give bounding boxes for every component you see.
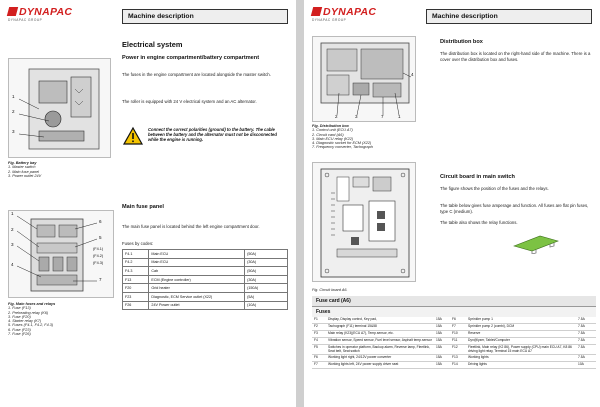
fuse-function: Fleetlink, Main relay (K2 86), Power supply (CPU) main ECU A7, K8 86 driving light relay, Terminal 15 main ECU A7 bbox=[466, 344, 576, 355]
main-fuses-caption: Fig. Main fuses and relays 1. Fuse (F13) 2. Preheating relay (K6) 3. Fuse (F20) 4. Starter relay (K7) 5. Fuses (F4.1, F4.2, F4.3) 6. Fuse (F23) 7. Fuse (F26) bbox=[8, 302, 56, 337]
circuit-board-illustration bbox=[313, 163, 417, 283]
table-row bbox=[312, 344, 596, 355]
table-row bbox=[123, 301, 288, 310]
fuse-tag: (F4.2) bbox=[93, 254, 104, 258]
fuse-code: F4.2 bbox=[123, 258, 149, 267]
fuse-function: Vibration sensor, Speed sensor, Fuel level sensor, Asphalt temp.sensor bbox=[326, 337, 434, 344]
fuse-code: F11 bbox=[450, 337, 466, 344]
fuse-amperage: 15A bbox=[434, 330, 450, 337]
fuse-code: F1 bbox=[312, 317, 326, 323]
paragraph: The figure shows the position of the fuses and the relays. bbox=[440, 186, 549, 191]
fuse-function: Sprinkler pump 1 bbox=[466, 317, 576, 323]
fuse-tag: (F4.1) bbox=[93, 247, 104, 251]
warning-icon bbox=[122, 126, 144, 146]
fuse-amperage: (30A) bbox=[245, 275, 288, 284]
fuse-function: Driving lights bbox=[466, 362, 576, 369]
fuse-amperage: 15A bbox=[434, 355, 450, 362]
fuse-code: F7 bbox=[312, 362, 326, 369]
subsection-title: Circuit board in main switch bbox=[440, 174, 515, 180]
main-fuses-figure bbox=[8, 210, 114, 298]
fuse-code: F14 bbox=[450, 362, 466, 369]
callout-number: 5 bbox=[99, 235, 102, 240]
battery-bay-illustration bbox=[9, 59, 112, 159]
fuse-code: F20 bbox=[123, 284, 149, 293]
fuse-code: F5 bbox=[312, 344, 326, 355]
fuse-code: F4 bbox=[312, 337, 326, 344]
fuse-amperage: (150A) bbox=[245, 284, 288, 293]
header-title: Machine description bbox=[128, 13, 194, 20]
fuse-function: Main relay (K23)(ECU A7), Temp.sensor, etc. bbox=[326, 330, 434, 337]
fuse-function: Switches in operator platform, Backup alarm, Reverse lamp, Fleetlink, Seat belt, Seat switch bbox=[326, 344, 434, 355]
table-row bbox=[123, 284, 288, 293]
table-row bbox=[123, 292, 288, 301]
fuse-code: F6 bbox=[312, 355, 326, 362]
fuse-card bbox=[312, 296, 596, 369]
left-page bbox=[0, 0, 296, 407]
callout-number: 1 bbox=[11, 211, 14, 216]
fuse-card-table bbox=[312, 317, 596, 369]
callout-number: 3 bbox=[12, 129, 15, 134]
warning-text: Connect the correct polarities (ground) to the battery. The cable between the battery and the alternator must not be disconnected while the engine is running. bbox=[148, 127, 277, 143]
header-title-box bbox=[122, 9, 288, 24]
callout-number: 2 bbox=[335, 114, 338, 119]
table-row bbox=[123, 275, 288, 284]
fuse-code: F6 bbox=[450, 317, 466, 323]
fuse-description: Main ECU bbox=[149, 258, 245, 267]
fuse-amperage: 7.5A bbox=[576, 337, 596, 344]
table-row bbox=[312, 330, 596, 337]
fuse-function: Tachograph (F11) terminal 15&58 bbox=[326, 323, 434, 330]
fuse-function: Reserve bbox=[466, 330, 576, 337]
fuse-amperage: 15A bbox=[434, 337, 450, 344]
fuse-code: F2 bbox=[312, 323, 326, 330]
fuse-function: Dyn@lyzer, Tablet/Computer bbox=[466, 337, 576, 344]
paragraph: The main fuse panel is located behind the left engine compartment door. bbox=[122, 224, 260, 229]
fuse-amperage: 7.5A bbox=[576, 323, 596, 330]
callout-number: 3 bbox=[11, 242, 14, 247]
fuse-description: Main ECU bbox=[149, 250, 245, 259]
paragraph: The fuses in the engine compartment are located alongside the master switch. bbox=[122, 72, 271, 77]
fuse-function: Sprinkler pump 2 (combi), DCM bbox=[466, 323, 576, 330]
fuse-amperage: 7.5A bbox=[576, 344, 596, 355]
brand-group: DYNAPAC GROUP bbox=[312, 18, 347, 22]
fuse-amperage: 15A bbox=[434, 317, 450, 323]
fuse-code: F10 bbox=[450, 330, 466, 337]
fuse-code: F3 bbox=[312, 330, 326, 337]
fuse-amperage: 15A bbox=[434, 323, 450, 330]
subsection-title: Main fuse panel bbox=[122, 204, 164, 210]
fuse-amperage: 7.5A bbox=[576, 330, 596, 337]
callout-number: 7 bbox=[381, 114, 384, 119]
fuse-amperage: 15A bbox=[434, 362, 450, 369]
fuse-code: F13 bbox=[450, 355, 466, 362]
section-title: Electrical system bbox=[122, 40, 183, 49]
flat-pin-fuse-icon bbox=[506, 232, 564, 254]
fuse-code: F23 bbox=[123, 292, 149, 301]
callout-number: 1 bbox=[12, 94, 15, 99]
fuse-amperage: 10A bbox=[576, 362, 596, 369]
fuse-description: 24V Power outlet bbox=[149, 301, 245, 310]
fuse-amperage: (5A) bbox=[245, 292, 288, 301]
header-title: Machine description bbox=[432, 13, 498, 20]
table-row bbox=[312, 362, 596, 369]
main-fuse-table bbox=[122, 249, 288, 310]
brand-group: DYNAPAC GROUP bbox=[8, 18, 43, 22]
fuse-function: Working light right, 24/12V power converter bbox=[326, 355, 434, 362]
paragraph: The table below gives fuse amperage and function. All fuses are flat pin fuses, type C (medium). bbox=[440, 203, 589, 214]
table-row bbox=[312, 337, 596, 344]
battery-bay-caption: Fig. Battery bay 1. Master switch 2. Main fuse panel 3. Power outlet 24V bbox=[8, 161, 42, 178]
fuse-amperage: (10A) bbox=[245, 301, 288, 310]
table-row bbox=[123, 267, 288, 276]
fuse-code: F7 bbox=[450, 323, 466, 330]
callout-number: 2 bbox=[11, 227, 14, 232]
callout-number: 4 bbox=[11, 262, 14, 267]
dynapac-mark-icon bbox=[311, 7, 322, 16]
fuse-code: F12 bbox=[450, 344, 466, 355]
fuse-description: ECM (Engine controller) bbox=[149, 275, 245, 284]
fuse-description: Cab bbox=[149, 267, 245, 276]
table-row bbox=[312, 355, 596, 362]
table-row bbox=[123, 250, 288, 259]
fuse-amperage: 15A bbox=[434, 344, 450, 355]
header-title-box bbox=[426, 9, 592, 24]
fuse-amperage: 7.5A bbox=[576, 317, 596, 323]
brand-logo: DYNAPAC DYNAPAC GROUP bbox=[312, 6, 377, 22]
distribution-box-illustration bbox=[313, 37, 417, 123]
fuse-amperage: (50A) bbox=[245, 250, 288, 259]
subsection-title: Distribution box bbox=[440, 39, 483, 45]
fuse-function: Working lights bbox=[466, 355, 576, 362]
distribution-box-caption: Fig. Distribution box 1. Control unit (ECU A7) 2. Circuit card (A6) 3. Main ECU relay (K22) 4. Diagnostic socket for ECM (X22) 7. Frequency converter, Tachograph bbox=[312, 124, 373, 150]
callout-number: 1 bbox=[398, 114, 401, 119]
dynapac-mark-icon bbox=[7, 7, 18, 16]
fuse-function: Display, Display control, Key pad, bbox=[326, 317, 434, 323]
fuse-code: F13 bbox=[123, 275, 149, 284]
callout-number: 6 bbox=[99, 219, 102, 224]
circuit-board-caption: Fig. Circuit board A6. bbox=[312, 288, 348, 292]
fuses-label: Fuses by codes: bbox=[122, 241, 154, 246]
callout-number: 3 bbox=[355, 114, 358, 119]
distribution-box-figure bbox=[312, 36, 416, 122]
circuit-board-figure bbox=[312, 162, 416, 282]
fuses-subheading: Fuses bbox=[312, 306, 596, 317]
fuse-function: Working lights left, 24V power supply driver seat bbox=[326, 362, 434, 369]
right-page bbox=[304, 0, 600, 407]
callout-number: 2 bbox=[12, 109, 15, 114]
paragraph: The table also shows the relay functions. bbox=[440, 220, 518, 225]
fuse-amperage: 7.5A bbox=[576, 355, 596, 362]
fuse-description: Diagnostic, ECM Service outlet (X22) bbox=[149, 292, 245, 301]
fuse-code: F4.3 bbox=[123, 267, 149, 276]
brand-logo: DYNAPAC DYNAPAC GROUP bbox=[8, 6, 73, 22]
fuse-card-title: Fuse card (A6) bbox=[312, 296, 596, 306]
fuse-code: F26 bbox=[123, 301, 149, 310]
table-row bbox=[312, 323, 596, 330]
callout-number: 7 bbox=[99, 277, 102, 282]
fuse-tag: (F4.3) bbox=[93, 261, 104, 265]
callout-number: 4 bbox=[411, 72, 414, 77]
fuse-amperage: (50A) bbox=[245, 267, 288, 276]
paragraph: The roller is equipped with 24 V electrical system and an AC alternator. bbox=[122, 99, 257, 104]
battery-bay-figure bbox=[8, 58, 111, 158]
table-row bbox=[123, 258, 288, 267]
fuse-amperage: (30A) bbox=[245, 258, 288, 267]
fuse-description: Grid heater bbox=[149, 284, 245, 293]
subsection-title: Power in engine compartment/battery compartment bbox=[122, 55, 260, 61]
paragraph: The distribution box is located on the right-hand side of the machine. There is a cover over the distribution box and fuses. bbox=[440, 51, 591, 62]
fuse-code: F4.1 bbox=[123, 250, 149, 259]
